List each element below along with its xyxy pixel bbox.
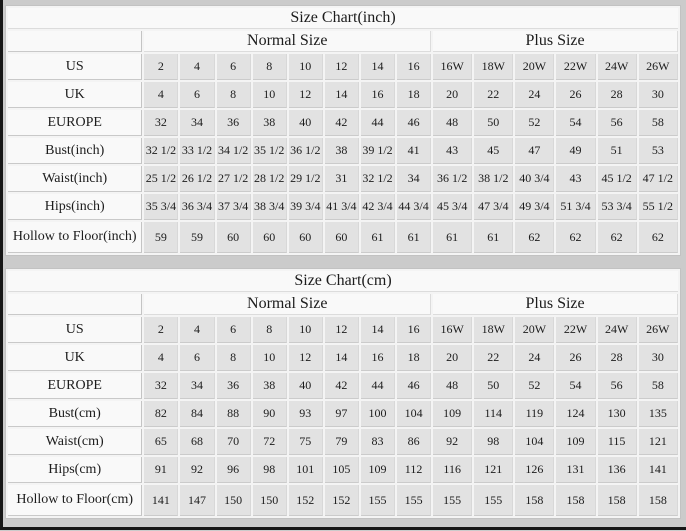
size-cell: 72 [253, 429, 287, 455]
size-cell: 4 [180, 317, 214, 343]
size-cell: 26W [639, 317, 678, 343]
table-row [8, 8, 678, 29]
size-cell: 36 1/2 [289, 138, 323, 164]
size-cell: 62 [556, 222, 595, 253]
size-cell: 58 [639, 110, 678, 136]
size-cell: 45 [474, 138, 513, 164]
size-cell: 34 [397, 166, 431, 192]
size-cell: 104 [397, 401, 431, 427]
size-cell: 29 1/2 [289, 166, 323, 192]
size-cell: 24 [515, 345, 554, 371]
size-cell: 2 [144, 317, 178, 343]
size-cell: 61 [397, 222, 431, 253]
size-cell: 32 1/2 [144, 138, 178, 164]
size-cell: 141 [639, 457, 678, 483]
size-cell: 20W [515, 54, 554, 80]
size-cell: 25 1/2 [144, 166, 178, 192]
size-cell: 47 [515, 138, 554, 164]
size-cell: 62 [639, 222, 678, 253]
size-cell: 98 [253, 457, 287, 483]
size-cell: 18W [474, 54, 513, 80]
size-cell: 20 [433, 82, 472, 108]
size-cell: 152 [325, 485, 359, 516]
size-cell: 152 [289, 485, 323, 516]
size-cell: 52 [515, 373, 554, 399]
size-cell: 53 3/4 [598, 194, 637, 220]
column-group-normal-size: Normal Size [144, 294, 431, 315]
size-cell: 2 [144, 54, 178, 80]
size-cell: 32 1/2 [361, 166, 395, 192]
size-cell: 91 [144, 457, 178, 483]
table-row [8, 317, 678, 343]
size-cell: 46 [397, 110, 431, 136]
size-cell: 51 [598, 138, 637, 164]
table-row [8, 222, 678, 253]
table-row [8, 54, 678, 80]
size-cell: 62 [515, 222, 554, 253]
size-cell: 98 [474, 429, 513, 455]
size-cell: 109 [433, 401, 472, 427]
row-label: Waist(cm) [8, 429, 142, 455]
size-cell: 150 [253, 485, 287, 516]
size-cell: 88 [217, 401, 251, 427]
size-cell: 38 [253, 373, 287, 399]
size-cell: 6 [217, 317, 251, 343]
size-cell: 158 [515, 485, 554, 516]
size-cell: 26 [556, 82, 595, 108]
size-cell: 52 [515, 110, 554, 136]
table-row [8, 429, 678, 455]
size-cell: 47 1/2 [639, 166, 678, 192]
size-cell: 12 [289, 345, 323, 371]
size-cell: 48 [433, 110, 472, 136]
size-cell: 36 [217, 110, 251, 136]
size-cell: 82 [144, 401, 178, 427]
size-cell: 22W [556, 317, 595, 343]
size-cell: 112 [397, 457, 431, 483]
size-cell: 39 1/2 [361, 138, 395, 164]
size-cell: 38 1/2 [474, 166, 513, 192]
table-row [8, 138, 678, 164]
size-cell: 104 [515, 429, 554, 455]
size-cell: 141 [144, 485, 178, 516]
size-cell: 49 [556, 138, 595, 164]
size-cell: 38 3/4 [253, 194, 287, 220]
size-cell: 12 [325, 317, 359, 343]
row-label: Hollow to Floor(cm) [8, 485, 142, 516]
size-cell: 20 [433, 345, 472, 371]
table-row [8, 485, 678, 516]
size-cell: 22 [474, 345, 513, 371]
size-cell: 92 [433, 429, 472, 455]
size-charts-container [5, 5, 681, 531]
size-cell: 50 [474, 110, 513, 136]
size-cell: 158 [598, 485, 637, 516]
table-row [8, 373, 678, 399]
row-label: US [8, 317, 142, 343]
size-cell: 30 [639, 345, 678, 371]
size-cell: 18W [474, 317, 513, 343]
size-cell: 83 [361, 429, 395, 455]
row-label: Hips(cm) [8, 457, 142, 483]
size-cell: 16W [433, 54, 472, 80]
size-cell: 16 [397, 54, 431, 80]
size-cell: 54 [556, 373, 595, 399]
size-cell: 18 [397, 82, 431, 108]
size-cell: 59 [144, 222, 178, 253]
size-cell: 27 1/2 [217, 166, 251, 192]
size-cell: 155 [474, 485, 513, 516]
row-label: UK [8, 82, 142, 108]
table-row [8, 194, 678, 220]
size-cell: 34 [180, 110, 214, 136]
size-cell: 121 [474, 457, 513, 483]
size-cell: 16 [361, 345, 395, 371]
size-cell: 20W [515, 317, 554, 343]
size-cell: 44 3/4 [397, 194, 431, 220]
size-cell: 28 [598, 82, 637, 108]
size-cell: 8 [253, 317, 287, 343]
size-cell: 45 3/4 [433, 194, 472, 220]
size-cell: 40 [289, 373, 323, 399]
size-cell: 126 [515, 457, 554, 483]
size-cell: 136 [598, 457, 637, 483]
size-cell: 45 1/2 [598, 166, 637, 192]
table-title: Size Chart(inch) [8, 8, 678, 29]
size-cell: 79 [325, 429, 359, 455]
size-cell: 86 [397, 429, 431, 455]
table-row [8, 110, 678, 136]
row-label: Bust(inch) [8, 138, 142, 164]
size-cell: 12 [325, 54, 359, 80]
size-cell: 131 [556, 457, 595, 483]
size-cell: 6 [180, 345, 214, 371]
size-cell: 60 [289, 222, 323, 253]
size-cell: 155 [361, 485, 395, 516]
size-cell: 84 [180, 401, 214, 427]
size-cell: 60 [325, 222, 359, 253]
table-row [8, 345, 678, 371]
size-cell: 155 [397, 485, 431, 516]
size-cell: 155 [433, 485, 472, 516]
size-cell: 158 [639, 485, 678, 516]
size-cell: 90 [253, 401, 287, 427]
size-cell: 36 [217, 373, 251, 399]
size-cell: 18 [397, 345, 431, 371]
size-cell: 147 [180, 485, 214, 516]
size-cell: 101 [289, 457, 323, 483]
size-cell: 35 3/4 [144, 194, 178, 220]
size-cell: 75 [289, 429, 323, 455]
size-cell: 34 1/2 [217, 138, 251, 164]
size-cell: 35 1/2 [253, 138, 287, 164]
size-cell: 24W [598, 54, 637, 80]
table-row [8, 271, 678, 292]
size-cell: 38 [325, 138, 359, 164]
size-cell: 105 [325, 457, 359, 483]
size-cell: 6 [217, 54, 251, 80]
size-cell: 30 [639, 82, 678, 108]
table-title: Size Chart(cm) [8, 271, 678, 292]
table-row [8, 82, 678, 108]
size-cell: 14 [325, 82, 359, 108]
size-cell: 6 [180, 82, 214, 108]
size-cell: 109 [361, 457, 395, 483]
column-group-plus-size: Plus Size [433, 31, 678, 52]
size-cell: 44 [361, 373, 395, 399]
size-cell: 10 [253, 345, 287, 371]
size-cell: 48 [433, 373, 472, 399]
size-cell: 40 3/4 [515, 166, 554, 192]
table-row [8, 401, 678, 427]
size-cell: 8 [217, 82, 251, 108]
column-group-normal-size: Normal Size [144, 31, 431, 52]
size-cell: 8 [217, 345, 251, 371]
size-cell: 4 [144, 345, 178, 371]
corner-cell [8, 294, 142, 315]
size-cell: 60 [217, 222, 251, 253]
size-cell: 10 [289, 54, 323, 80]
size-cell: 4 [144, 82, 178, 108]
size-cell: 28 [598, 345, 637, 371]
table-row [8, 166, 678, 192]
size-cell: 130 [598, 401, 637, 427]
size-cell: 60 [253, 222, 287, 253]
table-row [8, 294, 678, 315]
size-cell: 96 [217, 457, 251, 483]
size-chart-inch-table [5, 5, 681, 256]
size-cell: 34 [180, 373, 214, 399]
row-label: US [8, 54, 142, 80]
size-cell: 93 [289, 401, 323, 427]
size-cell: 24W [598, 317, 637, 343]
size-cell: 150 [217, 485, 251, 516]
size-cell: 47 3/4 [474, 194, 513, 220]
row-label: Waist(inch) [8, 166, 142, 192]
size-cell: 10 [289, 317, 323, 343]
size-cell: 97 [325, 401, 359, 427]
size-cell: 124 [556, 401, 595, 427]
size-cell: 109 [556, 429, 595, 455]
size-cell: 4 [180, 54, 214, 80]
size-cell: 61 [433, 222, 472, 253]
size-cell: 39 3/4 [289, 194, 323, 220]
size-cell: 28 1/2 [253, 166, 287, 192]
corner-cell [8, 31, 142, 52]
size-cell: 116 [433, 457, 472, 483]
size-cell: 54 [556, 110, 595, 136]
size-cell: 114 [474, 401, 513, 427]
size-cell: 68 [180, 429, 214, 455]
table-row [8, 31, 678, 52]
row-label: EUROPE [8, 110, 142, 136]
size-cell: 36 3/4 [180, 194, 214, 220]
size-cell: 40 [289, 110, 323, 136]
size-cell: 16 [397, 317, 431, 343]
size-cell: 26 [556, 345, 595, 371]
size-chart-cm-table [5, 268, 681, 519]
size-cell: 51 3/4 [556, 194, 595, 220]
size-cell: 26W [639, 54, 678, 80]
size-cell: 22W [556, 54, 595, 80]
size-cell: 44 [361, 110, 395, 136]
size-cell: 41 [397, 138, 431, 164]
size-cell: 14 [361, 54, 395, 80]
size-cell: 135 [639, 401, 678, 427]
size-cell: 56 [598, 110, 637, 136]
size-cell: 53 [639, 138, 678, 164]
row-label: UK [8, 345, 142, 371]
size-cell: 31 [325, 166, 359, 192]
size-cell: 37 3/4 [217, 194, 251, 220]
size-cell: 22 [474, 82, 513, 108]
size-cell: 61 [361, 222, 395, 253]
row-label: Hollow to Floor(inch) [8, 222, 142, 253]
size-cell: 14 [325, 345, 359, 371]
size-cell: 61 [474, 222, 513, 253]
size-cell: 100 [361, 401, 395, 427]
size-cell: 42 [325, 110, 359, 136]
size-cell: 14 [361, 317, 395, 343]
size-cell: 56 [598, 373, 637, 399]
size-cell: 16W [433, 317, 472, 343]
size-cell: 8 [253, 54, 287, 80]
size-cell: 46 [397, 373, 431, 399]
size-cell: 50 [474, 373, 513, 399]
size-cell: 70 [217, 429, 251, 455]
size-cell: 26 1/2 [180, 166, 214, 192]
size-cell: 36 1/2 [433, 166, 472, 192]
row-label: Hips(inch) [8, 194, 142, 220]
size-cell: 43 [556, 166, 595, 192]
size-cell: 55 1/2 [639, 194, 678, 220]
size-cell: 49 3/4 [515, 194, 554, 220]
size-cell: 62 [598, 222, 637, 253]
table-row [8, 457, 678, 483]
row-label: Bust(cm) [8, 401, 142, 427]
size-cell: 43 [433, 138, 472, 164]
size-cell: 115 [598, 429, 637, 455]
size-cell: 33 1/2 [180, 138, 214, 164]
size-cell: 32 [144, 110, 178, 136]
size-cell: 24 [515, 82, 554, 108]
size-cell: 58 [639, 373, 678, 399]
size-cell: 158 [556, 485, 595, 516]
size-cell: 65 [144, 429, 178, 455]
screenshot-left-edge [0, 0, 3, 530]
size-cell: 42 [325, 373, 359, 399]
size-cell: 92 [180, 457, 214, 483]
size-cell: 32 [144, 373, 178, 399]
size-cell: 121 [639, 429, 678, 455]
size-cell: 12 [289, 82, 323, 108]
size-cell: 41 3/4 [325, 194, 359, 220]
size-cell: 59 [180, 222, 214, 253]
column-group-plus-size: Plus Size [433, 294, 678, 315]
row-label: EUROPE [8, 373, 142, 399]
size-cell: 38 [253, 110, 287, 136]
size-cell: 16 [361, 82, 395, 108]
size-cell: 10 [253, 82, 287, 108]
size-cell: 119 [515, 401, 554, 427]
size-cell: 42 3/4 [361, 194, 395, 220]
